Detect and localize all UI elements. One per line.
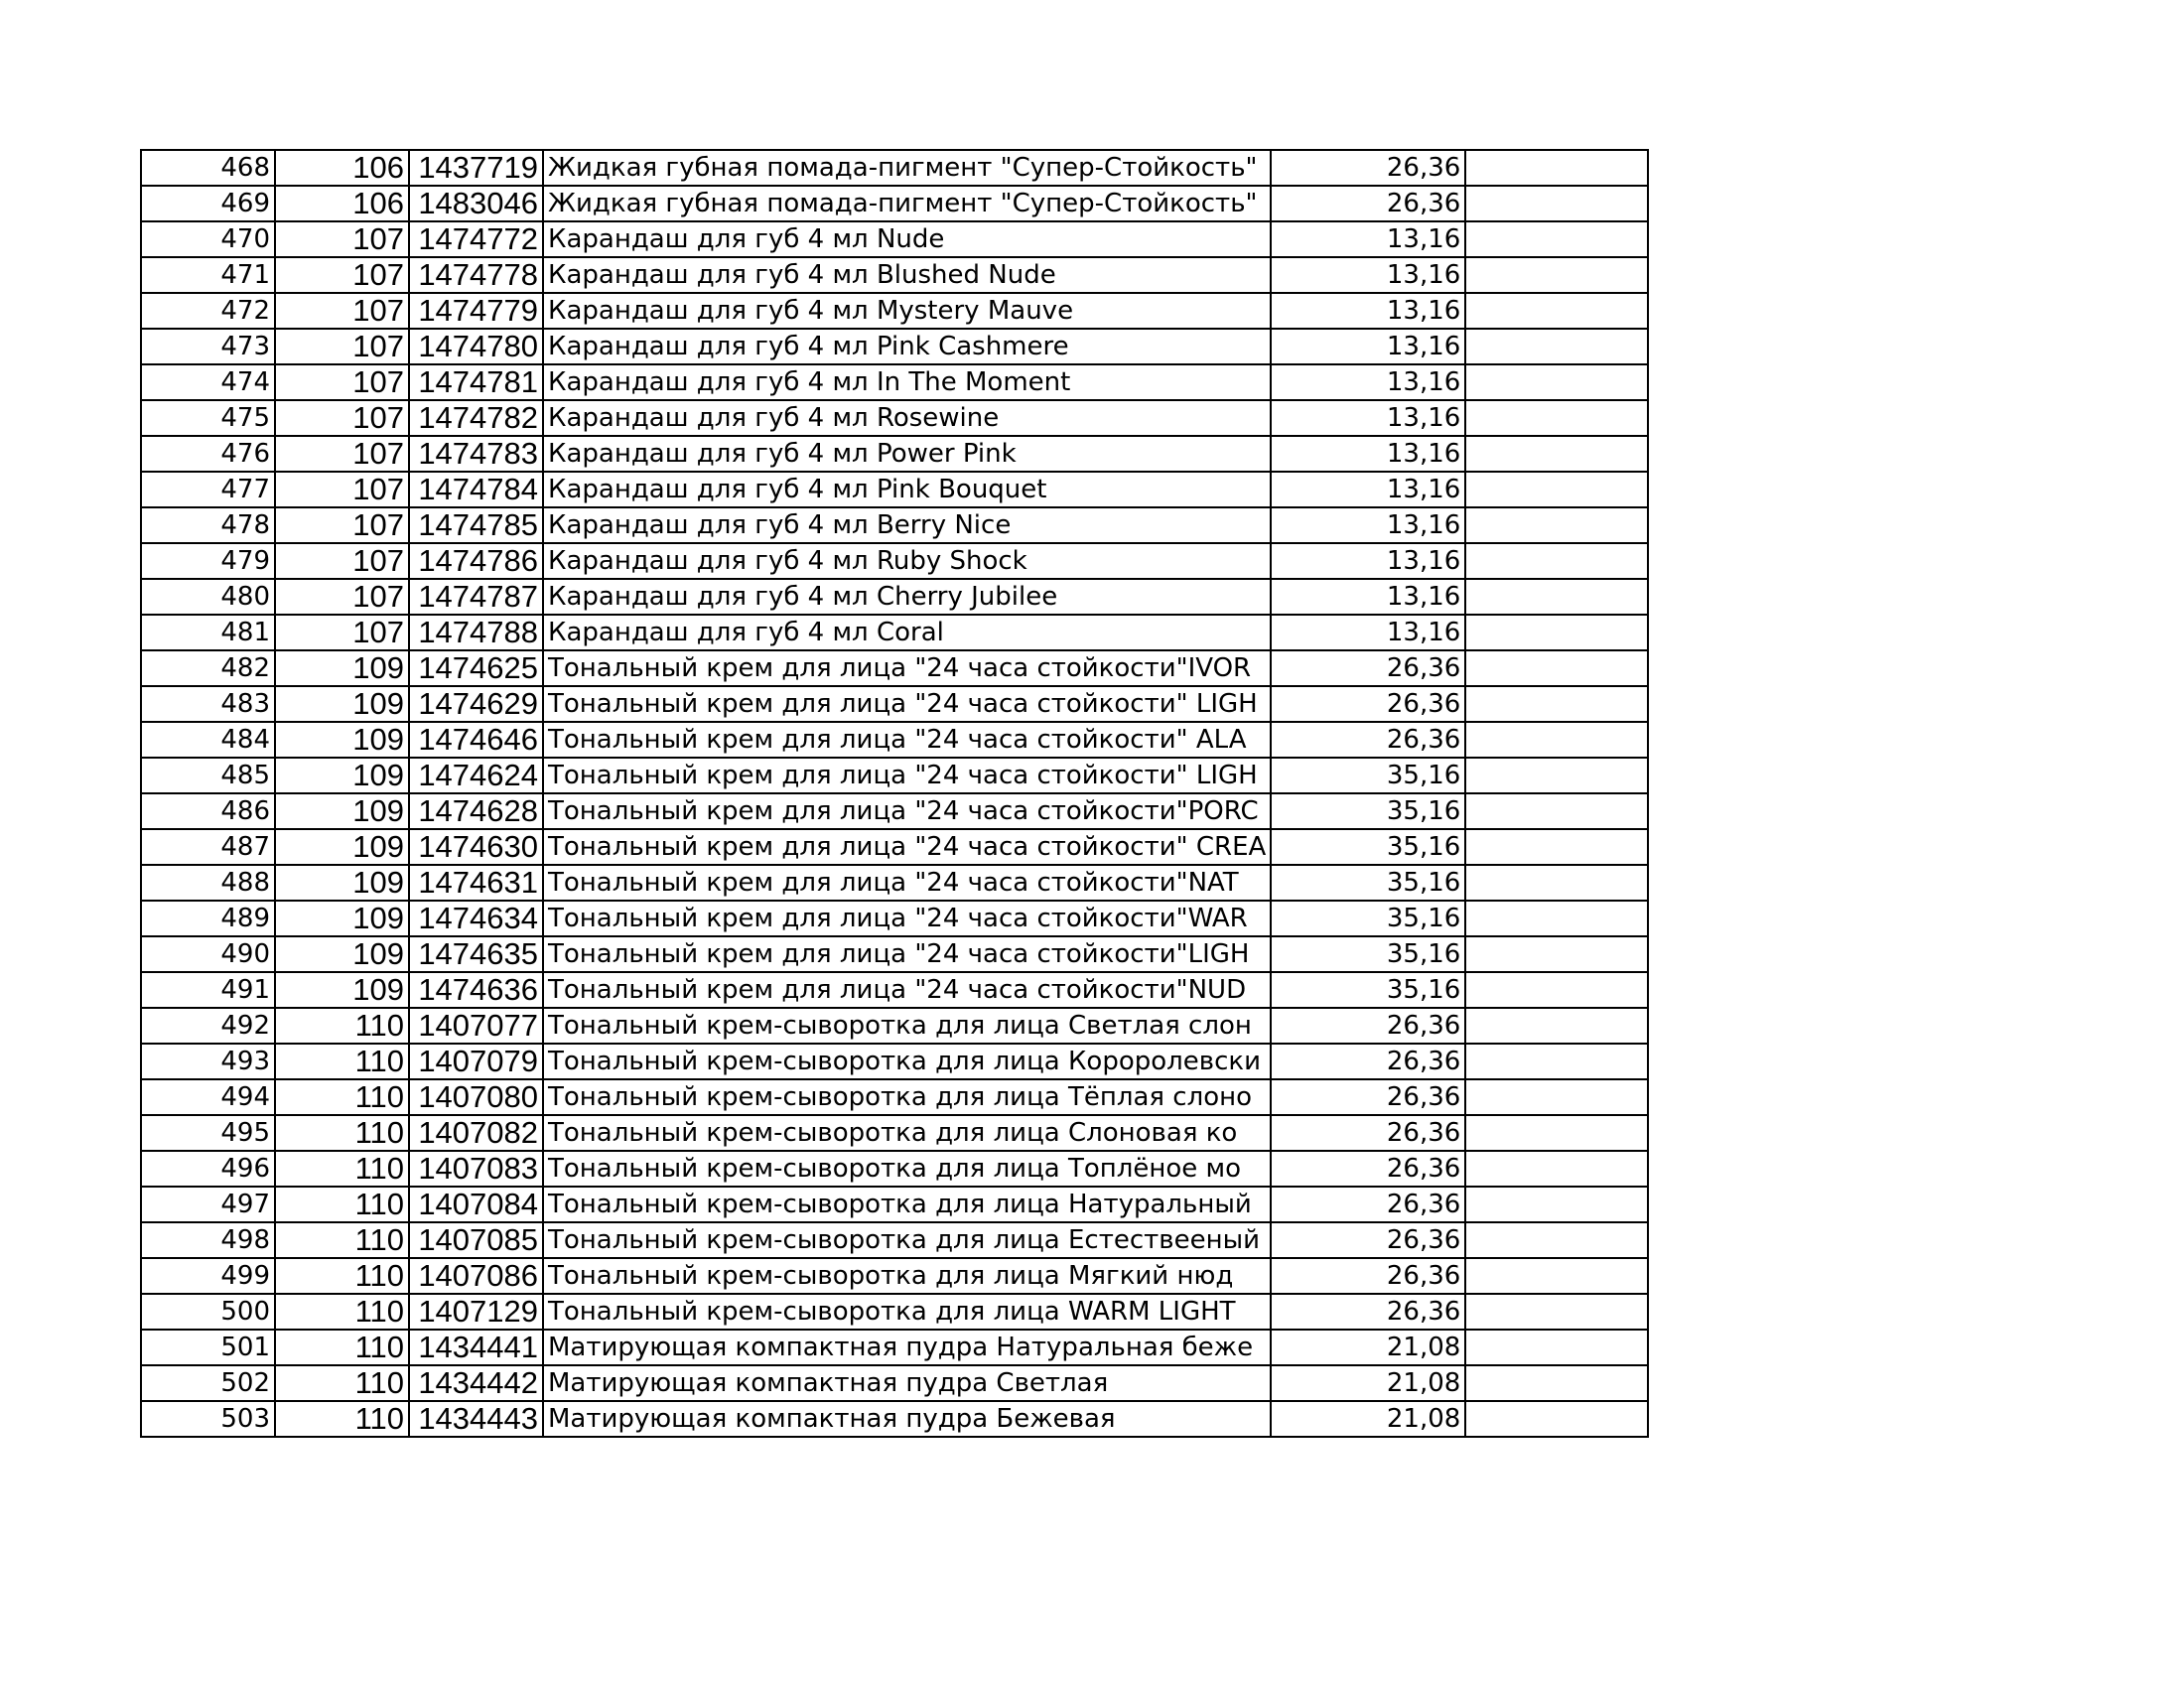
row-number-cell: 471 (141, 257, 275, 293)
price-cell: 26,36 (1271, 1294, 1465, 1330)
group-code-cell: 110 (275, 1115, 409, 1151)
row-number-cell: 486 (141, 793, 275, 829)
group-code-cell: 107 (275, 436, 409, 472)
product-name-cell: Тональный крем для лица "24 часа стойкости"NUD (543, 972, 1271, 1008)
row-number-cell: 503 (141, 1401, 275, 1437)
empty-cell (1465, 1294, 1648, 1330)
price-cell: 26,36 (1271, 686, 1465, 722)
product-name-cell: Матирующая компактная пудра Светлая (543, 1365, 1271, 1401)
price-cell: 21,08 (1271, 1330, 1465, 1365)
empty-cell (1465, 1008, 1648, 1044)
price-cell: 13,16 (1271, 507, 1465, 543)
price-cell: 35,16 (1271, 936, 1465, 972)
table-row (141, 936, 1648, 972)
group-code-cell: 110 (275, 1401, 409, 1437)
price-list-body (141, 150, 1648, 1437)
price-cell: 26,36 (1271, 1222, 1465, 1258)
product-name-cell: Карандаш для губ 4 мл Pink Bouquet (543, 472, 1271, 507)
group-code-cell: 110 (275, 1044, 409, 1079)
price-cell: 13,16 (1271, 579, 1465, 615)
table-row (141, 650, 1648, 686)
article-code-cell: 1474772 (409, 221, 543, 257)
article-code-cell: 1474646 (409, 722, 543, 758)
table-row (141, 1222, 1648, 1258)
table-row (141, 221, 1648, 257)
table-row (141, 901, 1648, 936)
group-code-cell: 109 (275, 829, 409, 865)
article-code-cell: 1434442 (409, 1365, 543, 1401)
article-code-cell: 1437719 (409, 150, 543, 186)
article-code-cell: 1474782 (409, 400, 543, 436)
empty-cell (1465, 1187, 1648, 1222)
product-name-cell: Карандаш для губ 4 мл Pink Cashmere (543, 329, 1271, 364)
row-number-cell: 476 (141, 436, 275, 472)
table-row (141, 865, 1648, 901)
table-row (141, 972, 1648, 1008)
group-code-cell: 107 (275, 507, 409, 543)
group-code-cell: 109 (275, 972, 409, 1008)
group-code-cell: 107 (275, 615, 409, 650)
row-number-cell: 497 (141, 1187, 275, 1222)
empty-cell (1465, 436, 1648, 472)
article-code-cell: 1474787 (409, 579, 543, 615)
price-cell: 21,08 (1271, 1401, 1465, 1437)
empty-cell (1465, 793, 1648, 829)
row-number-cell: 478 (141, 507, 275, 543)
table-row (141, 829, 1648, 865)
price-cell: 26,36 (1271, 1079, 1465, 1115)
group-code-cell: 107 (275, 543, 409, 579)
price-cell: 26,36 (1271, 150, 1465, 186)
table-row (141, 472, 1648, 507)
row-number-cell: 488 (141, 865, 275, 901)
price-cell: 35,16 (1271, 901, 1465, 936)
table-row (141, 507, 1648, 543)
empty-cell (1465, 1258, 1648, 1294)
table-row (141, 150, 1648, 186)
product-name-cell: Тональный крем-сыворотка для лица Мягкий нюд (543, 1258, 1271, 1294)
product-name-cell: Жидкая губная помада-пигмент "Супер-Стойкость" (543, 150, 1271, 186)
product-name-cell: Тональный крем для лица "24 часа стойкости"PORC (543, 793, 1271, 829)
price-cell: 13,16 (1271, 615, 1465, 650)
empty-cell (1465, 579, 1648, 615)
table-row (141, 1330, 1648, 1365)
empty-cell (1465, 507, 1648, 543)
empty-cell (1465, 221, 1648, 257)
group-code-cell: 110 (275, 1222, 409, 1258)
table-row (141, 1401, 1648, 1437)
group-code-cell: 107 (275, 257, 409, 293)
row-number-cell: 487 (141, 829, 275, 865)
product-name-cell: Тональный крем-сыворотка для лица Светлая слон (543, 1008, 1271, 1044)
table-row (141, 615, 1648, 650)
row-number-cell: 475 (141, 400, 275, 436)
price-cell: 26,36 (1271, 1187, 1465, 1222)
group-code-cell: 110 (275, 1365, 409, 1401)
price-cell: 21,08 (1271, 1365, 1465, 1401)
article-code-cell: 1434443 (409, 1401, 543, 1437)
product-name-cell: Тональный крем-сыворотка для лица Тёплая слоно (543, 1079, 1271, 1115)
price-cell: 26,36 (1271, 722, 1465, 758)
article-code-cell: 1434441 (409, 1330, 543, 1365)
price-cell: 13,16 (1271, 436, 1465, 472)
article-code-cell: 1407077 (409, 1008, 543, 1044)
price-cell: 35,16 (1271, 829, 1465, 865)
article-code-cell: 1474636 (409, 972, 543, 1008)
product-name-cell: Тональный крем для лица "24 часа стойкости" CREA (543, 829, 1271, 865)
product-name-cell: Тональный крем для лица "24 часа стойкости"WAR (543, 901, 1271, 936)
row-number-cell: 498 (141, 1222, 275, 1258)
article-code-cell: 1474785 (409, 507, 543, 543)
table-row (141, 1115, 1648, 1151)
price-cell: 35,16 (1271, 865, 1465, 901)
table-row (141, 686, 1648, 722)
article-code-cell: 1474781 (409, 364, 543, 400)
product-name-cell: Тональный крем для лица "24 часа стойкости"NAT (543, 865, 1271, 901)
empty-cell (1465, 972, 1648, 1008)
row-number-cell: 469 (141, 186, 275, 221)
price-cell: 35,16 (1271, 758, 1465, 793)
group-code-cell: 107 (275, 293, 409, 329)
row-number-cell: 489 (141, 901, 275, 936)
article-code-cell: 1407082 (409, 1115, 543, 1151)
price-cell: 26,36 (1271, 1044, 1465, 1079)
product-name-cell: Матирующая компактная пудра Натуральная беже (543, 1330, 1271, 1365)
empty-cell (1465, 293, 1648, 329)
table-row (141, 1365, 1648, 1401)
row-number-cell: 477 (141, 472, 275, 507)
price-cell: 13,16 (1271, 221, 1465, 257)
article-code-cell: 1407080 (409, 1079, 543, 1115)
row-number-cell: 483 (141, 686, 275, 722)
table-row (141, 1151, 1648, 1187)
empty-cell (1465, 400, 1648, 436)
product-name-cell: Тональный крем для лица "24 часа стойкости" ALA (543, 722, 1271, 758)
table-row (141, 1008, 1648, 1044)
article-code-cell: 1474628 (409, 793, 543, 829)
price-cell: 13,16 (1271, 364, 1465, 400)
row-number-cell: 470 (141, 221, 275, 257)
article-code-cell: 1407086 (409, 1258, 543, 1294)
table-row (141, 1294, 1648, 1330)
product-name-cell: Карандаш для губ 4 мл Coral (543, 615, 1271, 650)
price-cell: 13,16 (1271, 400, 1465, 436)
price-cell: 26,36 (1271, 1151, 1465, 1187)
product-name-cell: Карандаш для губ 4 мл In The Moment (543, 364, 1271, 400)
group-code-cell: 109 (275, 758, 409, 793)
product-name-cell: Карандаш для губ 4 мл Ruby Shock (543, 543, 1271, 579)
row-number-cell: 490 (141, 936, 275, 972)
article-code-cell: 1474624 (409, 758, 543, 793)
row-number-cell: 473 (141, 329, 275, 364)
article-code-cell: 1474778 (409, 257, 543, 293)
row-number-cell: 502 (141, 1365, 275, 1401)
product-name-cell: Карандаш для губ 4 мл Power Pink (543, 436, 1271, 472)
product-name-cell: Карандаш для губ 4 мл Cherry Jubilee (543, 579, 1271, 615)
article-code-cell: 1474784 (409, 472, 543, 507)
price-cell: 13,16 (1271, 257, 1465, 293)
empty-cell (1465, 1151, 1648, 1187)
article-code-cell: 1474635 (409, 936, 543, 972)
price-cell: 13,16 (1271, 293, 1465, 329)
empty-cell (1465, 722, 1648, 758)
row-number-cell: 482 (141, 650, 275, 686)
table-row (141, 793, 1648, 829)
article-code-cell: 1474634 (409, 901, 543, 936)
group-code-cell: 107 (275, 364, 409, 400)
product-name-cell: Тональный крем для лица "24 часа стойкости"IVOR (543, 650, 1271, 686)
empty-cell (1465, 1079, 1648, 1115)
row-number-cell: 485 (141, 758, 275, 793)
product-name-cell: Тональный крем для лица "24 часа стойкости"LIGH (543, 936, 1271, 972)
row-number-cell: 479 (141, 543, 275, 579)
empty-cell (1465, 901, 1648, 936)
article-code-cell: 1407083 (409, 1151, 543, 1187)
row-number-cell: 491 (141, 972, 275, 1008)
price-cell: 26,36 (1271, 1115, 1465, 1151)
article-code-cell: 1407079 (409, 1044, 543, 1079)
group-code-cell: 110 (275, 1008, 409, 1044)
empty-cell (1465, 615, 1648, 650)
empty-cell (1465, 150, 1648, 186)
row-number-cell: 501 (141, 1330, 275, 1365)
table-row (141, 579, 1648, 615)
empty-cell (1465, 829, 1648, 865)
row-number-cell: 481 (141, 615, 275, 650)
row-number-cell: 484 (141, 722, 275, 758)
row-number-cell: 480 (141, 579, 275, 615)
table-row (141, 1079, 1648, 1115)
price-cell: 13,16 (1271, 329, 1465, 364)
table-row (141, 1258, 1648, 1294)
group-code-cell: 110 (275, 1187, 409, 1222)
empty-cell (1465, 1222, 1648, 1258)
article-code-cell: 1474780 (409, 329, 543, 364)
group-code-cell: 110 (275, 1330, 409, 1365)
empty-cell (1465, 329, 1648, 364)
empty-cell (1465, 650, 1648, 686)
table-row (141, 1044, 1648, 1079)
price-list-table (140, 149, 1649, 1438)
empty-cell (1465, 865, 1648, 901)
article-code-cell: 1474625 (409, 650, 543, 686)
group-code-cell: 110 (275, 1079, 409, 1115)
group-code-cell: 109 (275, 865, 409, 901)
table-row (141, 364, 1648, 400)
product-name-cell: Тональный крем-сыворотка для лица Топлёное мо (543, 1151, 1271, 1187)
article-code-cell: 1407084 (409, 1187, 543, 1222)
product-name-cell: Карандаш для губ 4 мл Berry Nice (543, 507, 1271, 543)
price-cell: 26,36 (1271, 186, 1465, 221)
group-code-cell: 107 (275, 221, 409, 257)
article-code-cell: 1474788 (409, 615, 543, 650)
table-row (141, 329, 1648, 364)
row-number-cell: 499 (141, 1258, 275, 1294)
product-name-cell: Карандаш для губ 4 мл Mystery Mauve (543, 293, 1271, 329)
group-code-cell: 109 (275, 686, 409, 722)
empty-cell (1465, 1401, 1648, 1437)
article-code-cell: 1407129 (409, 1294, 543, 1330)
product-name-cell: Жидкая губная помада-пигмент "Супер-Стойкость" (543, 186, 1271, 221)
product-name-cell: Матирующая компактная пудра Бежевая (543, 1401, 1271, 1437)
article-code-cell: 1474786 (409, 543, 543, 579)
empty-cell (1465, 758, 1648, 793)
empty-cell (1465, 186, 1648, 221)
group-code-cell: 109 (275, 936, 409, 972)
price-cell: 13,16 (1271, 543, 1465, 579)
empty-cell (1465, 1330, 1648, 1365)
row-number-cell: 472 (141, 293, 275, 329)
group-code-cell: 109 (275, 650, 409, 686)
price-cell: 26,36 (1271, 650, 1465, 686)
article-code-cell: 1483046 (409, 186, 543, 221)
table-row (141, 436, 1648, 472)
table-row (141, 722, 1648, 758)
row-number-cell: 492 (141, 1008, 275, 1044)
table-row (141, 257, 1648, 293)
product-name-cell: Тональный крем-сыворотка для лица Слоновая ко (543, 1115, 1271, 1151)
group-code-cell: 106 (275, 186, 409, 221)
product-name-cell: Карандаш для губ 4 мл Blushed Nude (543, 257, 1271, 293)
product-name-cell: Тональный крем-сыворотка для лица Естествееный (543, 1222, 1271, 1258)
table-row (141, 400, 1648, 436)
price-cell: 35,16 (1271, 793, 1465, 829)
group-code-cell: 109 (275, 793, 409, 829)
price-cell: 26,36 (1271, 1258, 1465, 1294)
price-cell: 26,36 (1271, 1008, 1465, 1044)
price-cell: 35,16 (1271, 972, 1465, 1008)
table-row (141, 186, 1648, 221)
empty-cell (1465, 1365, 1648, 1401)
article-code-cell: 1474783 (409, 436, 543, 472)
group-code-cell: 109 (275, 722, 409, 758)
row-number-cell: 468 (141, 150, 275, 186)
row-number-cell: 496 (141, 1151, 275, 1187)
group-code-cell: 110 (275, 1294, 409, 1330)
article-code-cell: 1474629 (409, 686, 543, 722)
empty-cell (1465, 257, 1648, 293)
product-name-cell: Тональный крем-сыворотка для лица WARM LIGHT (543, 1294, 1271, 1330)
empty-cell (1465, 1115, 1648, 1151)
article-code-cell: 1474631 (409, 865, 543, 901)
table-row (141, 293, 1648, 329)
row-number-cell: 495 (141, 1115, 275, 1151)
empty-cell (1465, 686, 1648, 722)
row-number-cell: 500 (141, 1294, 275, 1330)
product-name-cell: Тональный крем-сыворотка для лица Натуральный (543, 1187, 1271, 1222)
row-number-cell: 494 (141, 1079, 275, 1115)
table-row (141, 1187, 1648, 1222)
empty-cell (1465, 936, 1648, 972)
empty-cell (1465, 543, 1648, 579)
empty-cell (1465, 472, 1648, 507)
table-row (141, 543, 1648, 579)
group-code-cell: 110 (275, 1151, 409, 1187)
group-code-cell: 106 (275, 150, 409, 186)
group-code-cell: 107 (275, 472, 409, 507)
product-name-cell: Тональный крем для лица "24 часа стойкости" LIGH (543, 686, 1271, 722)
product-name-cell: Тональный крем-сыворотка для лица Короролевски (543, 1044, 1271, 1079)
price-cell: 13,16 (1271, 472, 1465, 507)
row-number-cell: 493 (141, 1044, 275, 1079)
group-code-cell: 107 (275, 579, 409, 615)
article-code-cell: 1407085 (409, 1222, 543, 1258)
group-code-cell: 110 (275, 1258, 409, 1294)
product-name-cell: Тональный крем для лица "24 часа стойкости" LIGH (543, 758, 1271, 793)
group-code-cell: 107 (275, 400, 409, 436)
product-name-cell: Карандаш для губ 4 мл Nude (543, 221, 1271, 257)
group-code-cell: 109 (275, 901, 409, 936)
table-row (141, 758, 1648, 793)
empty-cell (1465, 364, 1648, 400)
article-code-cell: 1474779 (409, 293, 543, 329)
empty-cell (1465, 1044, 1648, 1079)
row-number-cell: 474 (141, 364, 275, 400)
article-code-cell: 1474630 (409, 829, 543, 865)
group-code-cell: 107 (275, 329, 409, 364)
product-name-cell: Карандаш для губ 4 мл Rosewine (543, 400, 1271, 436)
